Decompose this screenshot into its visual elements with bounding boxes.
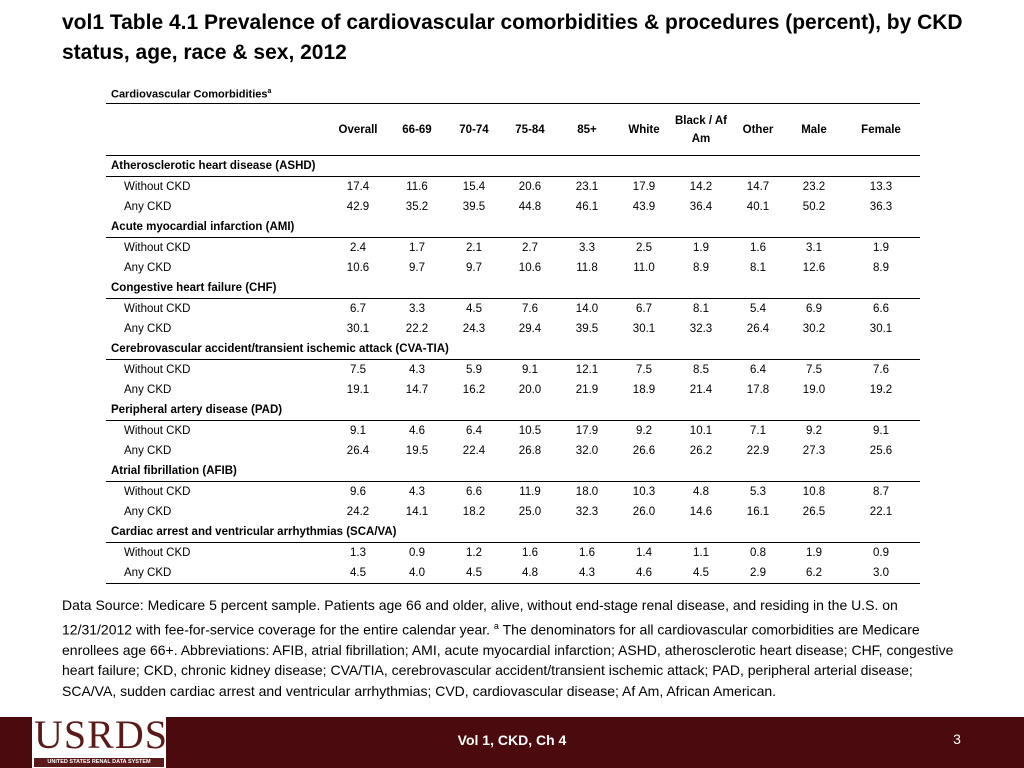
table-cell: 19.2 <box>869 384 893 396</box>
comorbidities-table-container <box>106 81 920 584</box>
table-cell: 4.3 <box>579 567 595 579</box>
table-cell: 11.8 <box>576 262 598 274</box>
table-row <box>106 563 920 584</box>
table-cell: 43.9 <box>632 201 656 213</box>
table-cell: 8.7 <box>873 486 889 498</box>
table-cell: 8.1 <box>693 303 709 315</box>
table-caption-footnote-marker: a <box>267 88 272 95</box>
row-label: Without CKD <box>124 547 191 559</box>
table-cell: 14.7 <box>405 384 429 396</box>
group-name: Peripheral artery disease (PAD) <box>106 400 920 421</box>
table-cell: 12.1 <box>575 364 599 376</box>
table-cell: 2.9 <box>750 567 766 579</box>
table-cell: 4.5 <box>693 567 709 579</box>
table-cell: 26.0 <box>632 506 656 518</box>
table-cell: 4.8 <box>522 567 538 579</box>
table-cell: 26.8 <box>518 445 542 457</box>
table-cell: 6.4 <box>750 364 766 376</box>
group-name: Atherosclerotic heart disease (ASHD) <box>106 156 920 177</box>
table-cell: 39.5 <box>575 323 599 335</box>
table-cell: 3.3 <box>409 303 425 315</box>
table-cell: 6.9 <box>806 303 822 315</box>
table-cell: 22.9 <box>746 445 770 457</box>
table-cell: 3.1 <box>806 242 822 254</box>
row-label: Without CKD <box>124 486 191 498</box>
table-cell: 11.6 <box>406 181 428 193</box>
table-cell: 22.1 <box>869 506 893 518</box>
row-label: Any CKD <box>124 567 172 579</box>
table-cell: 26.2 <box>689 445 713 457</box>
table-cell: 30.1 <box>346 323 370 335</box>
group-name: Congestive heart failure (CHF) <box>106 278 920 299</box>
table-cell: 1.1 <box>693 547 709 559</box>
table-cell: 4.3 <box>409 486 425 498</box>
table-cell: 26.5 <box>802 506 826 518</box>
header-cell: Male <box>801 123 827 136</box>
header-cell-label <box>106 104 328 156</box>
table-cell: 11.0 <box>633 262 655 274</box>
table-cell: 16.2 <box>462 384 486 396</box>
table-cell: 32.3 <box>575 506 599 518</box>
table-cell: 11.9 <box>519 486 541 498</box>
row-label: Any CKD <box>124 262 172 274</box>
table-cell: 10.3 <box>632 486 656 498</box>
table-cell: 19.1 <box>346 384 370 396</box>
table-cell: 4.5 <box>466 567 482 579</box>
slide-title: vol1 Table 4.1 Prevalence of cardiovascular comorbidities & procedures (percent), by CKD status, age, race & sex, 2012 <box>62 11 963 64</box>
table-cell: 36.3 <box>869 201 893 213</box>
table-row <box>106 360 920 381</box>
table-cell: 4.6 <box>409 425 425 437</box>
table-cell: 10.6 <box>346 262 370 274</box>
table-cell: 21.9 <box>575 384 599 396</box>
table-row <box>106 319 920 339</box>
group-header-row <box>106 400 920 421</box>
table-cell: 9.1 <box>350 425 366 437</box>
table-cell: 18.9 <box>632 384 656 396</box>
table-cell: 10.5 <box>518 425 542 437</box>
header-cell: Female <box>861 123 901 136</box>
table-cell: 8.9 <box>873 262 889 274</box>
group-name: Cerebrovascular accident/transient ischemic attack (CVA-TIA) <box>106 339 920 360</box>
table-cell: 10.8 <box>802 486 826 498</box>
table-cell: 14.6 <box>689 506 713 518</box>
table-cell: 10.1 <box>689 425 713 437</box>
table-cell: 42.9 <box>346 201 370 213</box>
table-cell: 20.6 <box>518 181 542 193</box>
group-name: Acute myocardial infarction (AMI) <box>106 217 920 238</box>
table-cell: 14.7 <box>746 181 770 193</box>
table-cell: 9.1 <box>873 425 889 437</box>
header-cell: Overall <box>338 123 378 136</box>
table-header-row <box>106 104 920 156</box>
table-caption <box>106 81 920 103</box>
table-row <box>106 380 920 400</box>
table-cell: 1.9 <box>873 242 889 254</box>
table-cell: 16.1 <box>746 506 770 518</box>
group-name: Cardiac arrest and ventricular arrhythmias (SCA/VA) <box>106 522 920 543</box>
table-cell: 10.6 <box>518 262 542 274</box>
table-cell: 1.4 <box>636 547 652 559</box>
data-source-note <box>62 595 962 701</box>
group-header-row <box>106 461 920 482</box>
group-header-row <box>106 156 920 177</box>
table-row <box>106 482 920 503</box>
table-cell: 2.5 <box>636 242 652 254</box>
table-cell: 23.1 <box>575 181 599 193</box>
table-cell: 1.9 <box>693 242 709 254</box>
table-cell: 25.0 <box>518 506 542 518</box>
table-cell: 1.2 <box>466 547 482 559</box>
table-row <box>106 299 920 320</box>
data-source-footnote-marker: a <box>493 620 499 631</box>
header-cell: 85+ <box>577 123 597 136</box>
header-cell: 70-74 <box>459 123 489 136</box>
table-row <box>106 421 920 442</box>
table-cell: 1.9 <box>806 547 822 559</box>
row-label: Without CKD <box>124 364 191 376</box>
table-cell: 26.6 <box>632 445 656 457</box>
row-label: Without CKD <box>124 303 191 315</box>
table-cell: 1.3 <box>350 547 366 559</box>
table-cell: 22.2 <box>405 323 429 335</box>
table-cell: 50.2 <box>802 201 826 213</box>
row-label: Any CKD <box>124 323 172 335</box>
table-cell: 9.1 <box>522 364 538 376</box>
group-name: Atrial fibrillation (AFIB) <box>106 461 920 482</box>
table-cell: 40.1 <box>746 201 770 213</box>
row-label: Any CKD <box>124 384 172 396</box>
table-cell: 32.3 <box>689 323 713 335</box>
table-cell: 6.6 <box>873 303 889 315</box>
group-header-row <box>106 339 920 360</box>
table-cell: 7.6 <box>873 364 889 376</box>
table-cell: 1.6 <box>522 547 538 559</box>
table-cell: 7.5 <box>636 364 652 376</box>
header-cell: White <box>628 123 660 136</box>
group-header-row <box>106 278 920 299</box>
table-body <box>106 156 920 584</box>
data-source-text-part1: Data Source: Medicare 5 percent sample. Patients age 66 and older, alive, without end-stage renal disease, and residing in the U.S. on 12/31/2012 with fee-for-service coverage for the entire calendar year. <box>62 597 898 638</box>
table-row <box>106 258 920 278</box>
table-cell: 7.1 <box>750 425 766 437</box>
table-cell: 46.1 <box>575 201 599 213</box>
table-cell: 19.0 <box>802 384 826 396</box>
header-cell: Other <box>742 123 774 136</box>
table-caption-text: Cardiovascular Comorbidities <box>111 88 268 101</box>
table-cell: 7.5 <box>350 364 366 376</box>
table-cell: 14.1 <box>405 506 429 518</box>
table-cell: 17.9 <box>632 181 656 193</box>
page-number: 3 <box>953 731 961 747</box>
header-cell: 66-69 <box>402 123 432 136</box>
table-cell: 30.1 <box>869 323 893 335</box>
table-cell: 5.3 <box>750 486 766 498</box>
table-cell: 32.0 <box>575 445 599 457</box>
table-cell: 22.4 <box>462 445 486 457</box>
table-cell: 8.5 <box>693 364 709 376</box>
table-cell: 4.8 <box>693 486 709 498</box>
data-source-text-part2: The denominators for all cardiovascular comorbidities are Medicare enrollees age 66+. Abbreviations: AFIB, atrial fibrillation; AMI, acute myocardial infarction; ASHD, atherosclerotic heart disease; CHF, congestive heart failure; CKD, chronic kidney disease; CVA/TIA, cerebrovascular accident/transient ischemic attack; PAD, peripheral arterial disease; SCA/VA, sudden cardiac arrest and ventricular arrhythmias; CVD, cardiovascular disease; Af Am, African American. <box>62 621 954 699</box>
table-cell: 1.7 <box>409 242 425 254</box>
table-cell: 9.7 <box>409 262 425 274</box>
row-label: Without CKD <box>124 425 191 437</box>
table-cell: 6.4 <box>466 425 482 437</box>
group-header-row <box>106 217 920 238</box>
table-cell: 2.1 <box>466 242 482 254</box>
table-cell: 4.5 <box>350 567 366 579</box>
table-cell: 13.3 <box>869 181 893 193</box>
table-cell: 19.5 <box>405 445 429 457</box>
table-cell: 23.2 <box>802 181 826 193</box>
header-cell: 75-84 <box>515 123 545 136</box>
table-cell: 8.1 <box>750 262 766 274</box>
header-cell: Black / Af Am <box>675 114 727 145</box>
table-cell: 0.9 <box>409 547 425 559</box>
table-cell: 6.6 <box>466 486 482 498</box>
table-cell: 2.4 <box>350 242 366 254</box>
table-cell: 18.2 <box>462 506 486 518</box>
table-cell: 14.2 <box>689 181 713 193</box>
table-cell: 30.1 <box>632 323 656 335</box>
row-label: Any CKD <box>124 445 172 457</box>
table-cell: 2.7 <box>522 242 538 254</box>
table-row <box>106 441 920 461</box>
table-cell: 20.0 <box>518 384 542 396</box>
table-row <box>106 197 920 217</box>
table-cell: 4.6 <box>636 567 652 579</box>
table-cell: 9.7 <box>466 262 482 274</box>
table-cell: 9.2 <box>806 425 822 437</box>
table-cell: 18.0 <box>575 486 599 498</box>
table-cell: 24.3 <box>462 323 486 335</box>
table-cell: 5.9 <box>466 364 482 376</box>
table-cell: 26.4 <box>346 445 370 457</box>
table-cell: 6.2 <box>806 567 822 579</box>
table-cell: 9.2 <box>636 425 652 437</box>
table-cell: 36.4 <box>689 201 713 213</box>
table-cell: 4.0 <box>409 567 425 579</box>
table-cell: 14.0 <box>575 303 599 315</box>
table-cell: 3.0 <box>873 567 889 579</box>
usrds-logo-text: USRDS <box>34 712 168 757</box>
table-cell: 6.7 <box>350 303 366 315</box>
usrds-logo <box>32 711 166 768</box>
table-cell: 5.4 <box>750 303 766 315</box>
table-cell: 8.9 <box>693 262 709 274</box>
row-label: Without CKD <box>124 181 191 193</box>
table-cell: 17.4 <box>346 181 370 193</box>
table-cell: 27.3 <box>802 445 826 457</box>
comorbidities-table <box>106 103 920 584</box>
table-cell: 44.8 <box>518 201 542 213</box>
table-cell: 26.4 <box>746 323 770 335</box>
table-cell: 9.6 <box>350 486 366 498</box>
table-cell: 21.4 <box>689 384 713 396</box>
table-cell: 0.8 <box>750 547 766 559</box>
table-row <box>106 177 920 198</box>
row-label: Any CKD <box>124 201 172 213</box>
table-cell: 25.6 <box>869 445 893 457</box>
table-cell: 29.4 <box>518 323 542 335</box>
table-cell: 12.6 <box>802 262 826 274</box>
table-cell: 7.6 <box>522 303 538 315</box>
table-cell: 1.6 <box>750 242 766 254</box>
table-cell: 17.9 <box>575 425 599 437</box>
table-cell: 7.5 <box>806 364 822 376</box>
footer-chapter-label: Vol 1, CKD, Ch 4 <box>457 732 567 748</box>
table-cell: 15.4 <box>462 181 486 193</box>
table-row <box>106 543 920 564</box>
table-cell: 24.2 <box>346 506 370 518</box>
table-cell: 6.7 <box>636 303 652 315</box>
table-cell: 1.6 <box>579 547 595 559</box>
row-label: Any CKD <box>124 506 172 518</box>
table-cell: 4.5 <box>466 303 482 315</box>
row-label: Without CKD <box>124 242 191 254</box>
table-cell: 4.3 <box>409 364 425 376</box>
table-cell: 17.8 <box>746 384 770 396</box>
table-row <box>106 238 920 259</box>
usrds-logo-subtitle: UNITED STATES RENAL DATA SYSTEM <box>34 758 164 767</box>
table-cell: 35.2 <box>405 201 429 213</box>
table-cell: 0.9 <box>873 547 889 559</box>
table-row <box>106 502 920 522</box>
group-header-row <box>106 522 920 543</box>
table-cell: 30.2 <box>802 323 826 335</box>
table-cell: 3.3 <box>579 242 595 254</box>
table-cell: 39.5 <box>462 201 486 213</box>
